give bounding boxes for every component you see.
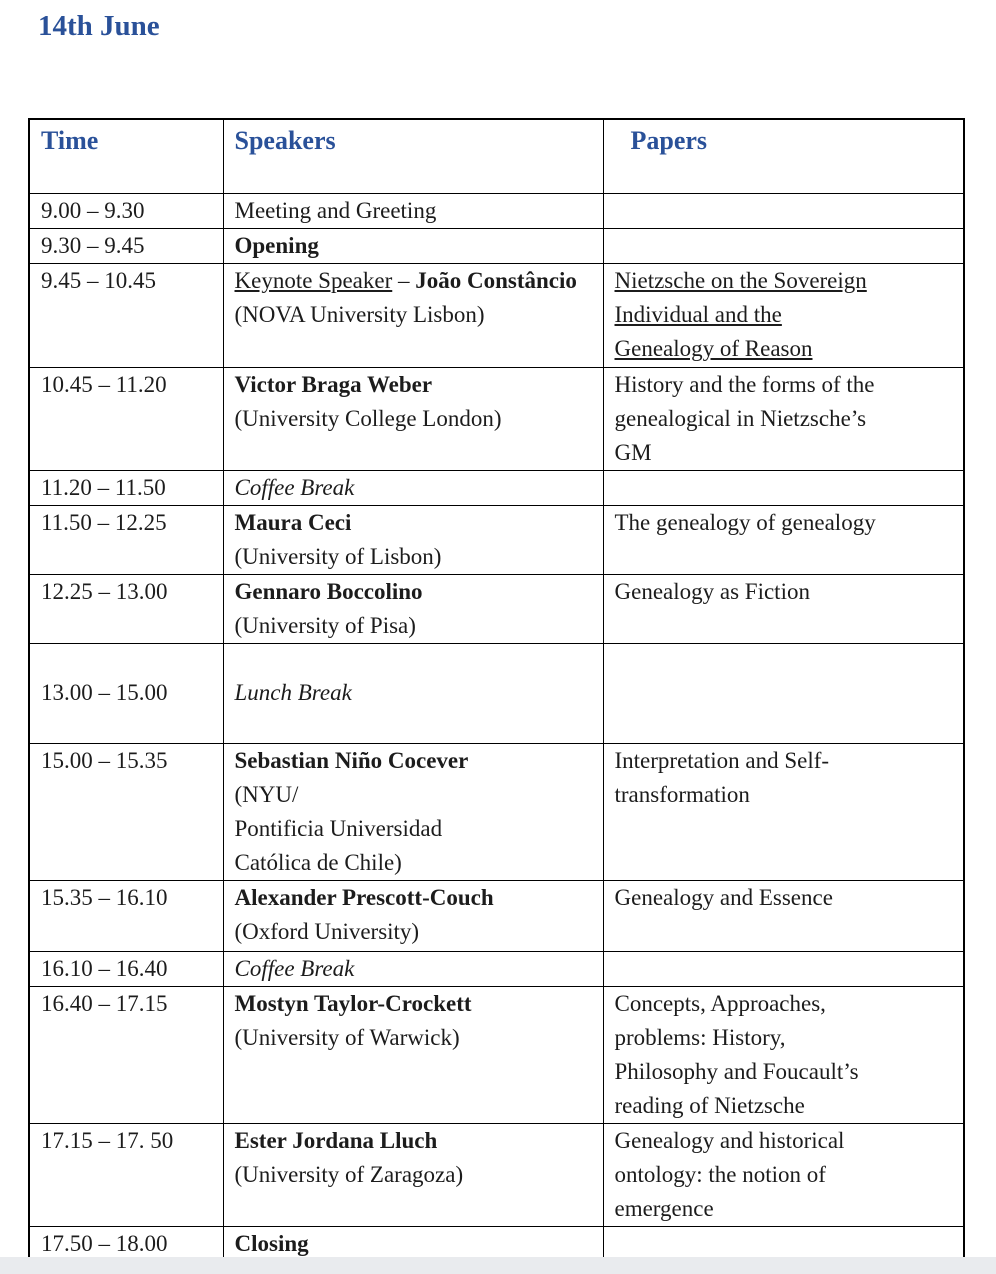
speaker-affiliation: (University of Lisbon)	[234, 543, 442, 569]
paper-title-line: Nietzsche on the Sovereign	[614, 267, 867, 293]
schedule-table	[28, 118, 965, 1264]
paper-cell	[603, 951, 964, 986]
time-cell	[29, 880, 223, 951]
time-label: 13.00 – 15.00	[41, 680, 168, 705]
time-label: 11.50 – 12.25	[41, 509, 167, 535]
speaker-name: Sebastian Niño Cocever	[234, 747, 469, 773]
speaker-name: Alexander Prescott-Couch	[234, 884, 494, 910]
speaker-cell	[223, 470, 603, 505]
paper-title-line: emergence	[614, 1195, 714, 1221]
speaker-affiliation: (University of Warwick)	[234, 1024, 460, 1050]
speaker-name-line	[235, 510, 352, 535]
speaker-cell	[223, 505, 603, 574]
speaker-affiliation: (University of Pisa)	[234, 612, 416, 638]
paper-title	[615, 372, 875, 465]
time-cell	[29, 505, 223, 574]
keynote-separator: –	[392, 267, 416, 293]
paper-title-line: Interpretation and Self-	[614, 747, 830, 773]
paper-cell	[603, 505, 964, 574]
speaker-name: Gennaro Boccolino	[234, 578, 423, 604]
paper-title	[615, 885, 833, 910]
paper-title-line: Concepts, Approaches,	[614, 990, 826, 1016]
speaker-name: Victor Braga Weber	[234, 371, 433, 397]
table-row	[29, 743, 964, 880]
speaker-name: Maura Ceci	[234, 509, 352, 535]
paper-title-line: Genealogy and Essence	[614, 884, 833, 910]
paper-title-line: History and the forms of the	[614, 371, 875, 397]
speaker-affiliation: (University of Zaragoza)	[234, 1161, 464, 1187]
paper-title	[615, 1128, 845, 1221]
time-cell	[29, 470, 223, 505]
paper-title-line: Genealogy of Reason	[614, 335, 813, 361]
speaker-cell	[223, 193, 603, 228]
table-row	[29, 470, 964, 505]
paper-cell	[603, 574, 964, 643]
time-label: 16.40 – 17.15	[41, 990, 168, 1016]
speaker-cell	[223, 1123, 603, 1226]
column-header-papers: Papers	[603, 119, 964, 193]
session-label: Opening	[234, 232, 319, 258]
page-edge-strip	[0, 1257, 996, 1274]
table-row	[29, 228, 964, 263]
paper-title	[615, 268, 867, 361]
speaker-affiliation: (University College London)	[234, 405, 502, 431]
header-row	[29, 119, 964, 193]
table-row	[29, 1123, 964, 1226]
table-row	[29, 263, 964, 367]
paper-cell	[603, 986, 964, 1123]
time-label: 15.00 – 15.35	[41, 747, 168, 773]
paper-title	[615, 579, 810, 604]
table-row	[29, 880, 964, 951]
speaker-cell	[223, 951, 603, 986]
speaker-affiliation: Católica de Chile)	[234, 849, 402, 875]
time-label: 16.10 – 16.40	[41, 955, 168, 981]
paper-title-line: GM	[614, 439, 652, 465]
speaker-name-line	[235, 579, 423, 604]
time-label: 9.00 – 9.30	[41, 197, 145, 223]
time-label: 11.20 – 11.50	[41, 474, 166, 500]
session-label: Meeting and Greeting	[234, 197, 437, 223]
time-label: 17.50 – 18.00	[41, 1230, 168, 1256]
speaker-affiliation: (NOVA University Lisbon)	[234, 301, 485, 327]
paper-cell	[603, 228, 964, 263]
time-cell	[29, 951, 223, 986]
keynote-label: Keynote Speaker	[234, 267, 393, 293]
speaker-name-line	[235, 372, 433, 397]
paper-cell	[603, 263, 964, 367]
time-cell	[29, 228, 223, 263]
speaker-name-line	[235, 885, 494, 910]
speaker-cell	[223, 367, 603, 470]
paper-title-line: reading of Nietzsche	[614, 1092, 805, 1118]
speaker-cell	[223, 986, 603, 1123]
time-label: 10.45 – 11.20	[41, 371, 167, 397]
speaker-cell	[223, 643, 603, 743]
time-label: 12.25 – 13.00	[41, 578, 168, 604]
speaker-cell	[223, 263, 603, 367]
speaker-cell	[223, 743, 603, 880]
time-label: 9.45 – 10.45	[41, 267, 156, 293]
table-row	[29, 986, 964, 1123]
speaker-name: Mostyn Taylor-Crockett	[234, 990, 472, 1016]
speaker-affiliation: Pontificia Universidad	[234, 815, 443, 841]
speaker-name-line	[235, 991, 472, 1016]
paper-cell	[603, 470, 964, 505]
paper-title-line: ontology: the notion of	[614, 1161, 826, 1187]
schedule-header	[29, 119, 964, 193]
paper-title-line: transformation	[614, 781, 750, 807]
paper-title	[615, 991, 859, 1118]
speaker-cell	[223, 880, 603, 951]
paper-cell	[603, 193, 964, 228]
speaker-cell	[223, 228, 603, 263]
table-row	[29, 574, 964, 643]
paper-title-line: Individual and the	[614, 301, 782, 327]
column-header-speakers: Speakers	[223, 119, 603, 193]
time-label: 9.30 – 9.45	[41, 232, 145, 258]
paper-cell	[603, 367, 964, 470]
table-row	[29, 367, 964, 470]
session-label: Lunch Break	[234, 680, 352, 705]
time-cell	[29, 367, 223, 470]
session-label: Closing	[234, 1230, 309, 1256]
paper-cell	[603, 743, 964, 880]
speaker-affiliation: (NYU/	[234, 781, 299, 807]
speaker-cell	[223, 574, 603, 643]
session-label: Coffee Break	[234, 474, 355, 500]
speaker-name: João Constâncio	[415, 267, 577, 293]
table-row	[29, 951, 964, 986]
session-label: Coffee Break	[234, 955, 355, 981]
page-title: 14th June	[38, 10, 160, 42]
table-row	[29, 505, 964, 574]
speaker-name-line	[235, 1128, 438, 1153]
paper-cell	[603, 1123, 964, 1226]
paper-cell	[603, 880, 964, 951]
time-cell	[29, 743, 223, 880]
paper-title-line: Genealogy as Fiction	[614, 578, 810, 604]
paper-title-line: Philosophy and Foucault’s	[614, 1058, 859, 1084]
paper-title-line: problems: History,	[614, 1024, 786, 1050]
paper-title-line: The genealogy of genealogy	[614, 509, 876, 535]
time-cell	[29, 193, 223, 228]
paper-title	[615, 748, 830, 807]
table-row	[29, 193, 964, 228]
paper-title	[615, 510, 876, 535]
schedule-body	[29, 193, 964, 1263]
speaker-name: Ester Jordana Lluch	[234, 1127, 438, 1153]
speaker-name-line	[235, 268, 577, 293]
time-cell	[29, 1123, 223, 1226]
time-cell	[29, 574, 223, 643]
time-cell	[29, 643, 223, 743]
column-header-time: Time	[29, 119, 223, 193]
speaker-name-line	[235, 748, 469, 773]
time-label: 17.15 – 17. 50	[41, 1127, 174, 1153]
time-cell	[29, 263, 223, 367]
time-cell	[29, 986, 223, 1123]
speaker-affiliation: (Oxford University)	[234, 918, 420, 944]
paper-title-line: genealogical in Nietzsche’s	[614, 405, 867, 431]
paper-cell	[603, 643, 964, 743]
paper-title-line: Genealogy and historical	[614, 1127, 845, 1153]
time-label: 15.35 – 16.10	[41, 884, 168, 910]
table-row	[29, 643, 964, 743]
